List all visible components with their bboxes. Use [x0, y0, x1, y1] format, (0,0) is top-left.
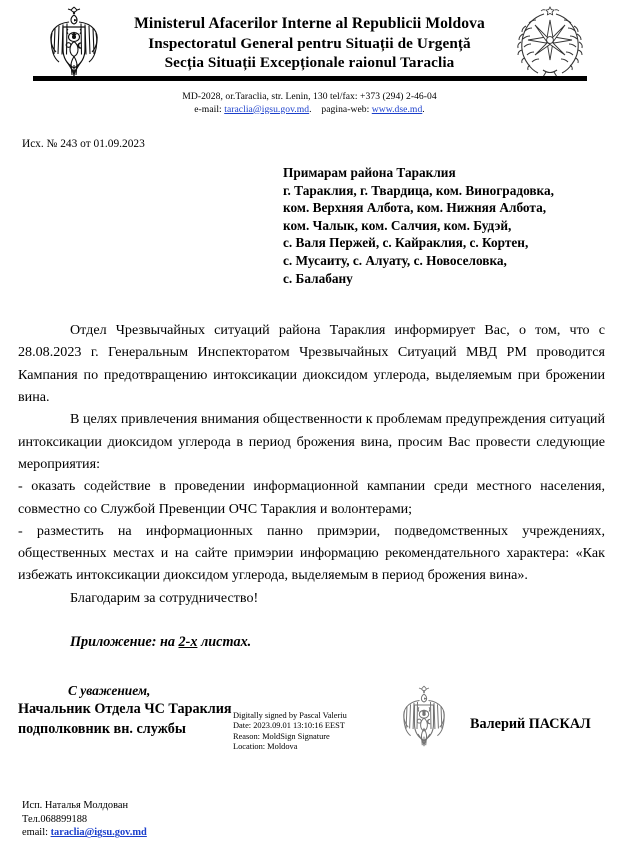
- attachment-pages: 2-х: [178, 634, 198, 651]
- body-list-item-2: - разместить на информационных панно примэрии, подведомственных учреждениях, общественных местах и на сайте примэрии информацию рекомендательного характера: «Как избежать интоксикации диоксидом углерода, выделяемым в период брожения вина».: [18, 522, 605, 584]
- regards-line: С уважением,: [68, 683, 151, 699]
- body-paragraph-1: Отдел Чрезвычайных ситуаций района Тараклия информирует Вас, о том, что с 28.08.2023 г. Генеральным Инспекторатом Чрезвычайных Ситуаций МВД РМ проводится Кампания по предотвращению интоксикации диоксидом углерода, выделяемым при брожении вина.: [18, 322, 605, 406]
- addressee-line: г. Тараклия, г. Твардица, ком. Виноградовка,: [283, 182, 554, 198]
- header-web-link[interactable]: www.dse.md: [371, 103, 423, 115]
- executor-name: Исп. Наталья Молдован: [22, 800, 129, 812]
- digital-signature-date: Date: 2023.09.01 13:10:16 EEST: [233, 721, 345, 731]
- addressee-line: ком. Чалык, ком. Салчия, ком. Будэй,: [283, 217, 512, 233]
- executor-email-link[interactable]: taraclia@igsu.gov.md: [50, 827, 147, 839]
- addressee-line: с. Валя Пержей, с. Кайраклия, с. Кортен,: [283, 235, 529, 251]
- addressee-line: с. Мусаиту, с. Алуату, с. Новоселовка,: [283, 252, 507, 268]
- executor-email-line: [22, 826, 147, 840]
- executor-phone: Тел.068899188: [22, 813, 88, 825]
- digital-signature-location: Location: Moldova: [233, 741, 298, 751]
- web-period: .: [422, 103, 425, 115]
- addressee-line: ком. Верхняя Албота, ком. Нижняя Албота,: [283, 200, 547, 216]
- moldova-coat-of-arms-icon: [38, 4, 110, 80]
- letter-body: [0, 319, 619, 609]
- moldova-coat-of-arms-seal-icon: [393, 683, 455, 757]
- reference-number: Исх. № 243 от 01.09.2023: [22, 138, 145, 150]
- addressee-line: Примарам района Тараклия: [283, 165, 456, 180]
- email-label: e-mail:: [194, 103, 222, 115]
- attachment-prefix: Приложение: на: [70, 634, 179, 651]
- org-line-inspectorate: Inspectoratul General pentru Situații de Urgență: [148, 34, 471, 52]
- email-web-line: [0, 104, 619, 117]
- letterhead: [0, 0, 619, 82]
- org-line-section: Secția Situații Excepționale raionul Taraclia: [164, 54, 455, 71]
- org-line-ministry: Ministerul Afacerilor Interne al Republicii Moldova: [134, 15, 485, 32]
- igsu-emblem-icon: [511, 4, 589, 80]
- address-line: MD-2028, or.Taraclia, str. Lenin, 130 tel/fax: +373 (294) 2-46-04: [182, 91, 437, 102]
- signature-block: [0, 683, 619, 769]
- body-list-item-1: - оказать содействие в проведении информационной кампании среди местного населения, совместно со Службой Превенции ОЧС Тараклия и волонтерами;: [18, 478, 605, 517]
- digital-signature-stamp: [233, 711, 347, 752]
- addressee-block: [0, 164, 619, 287]
- signer-name: Валерий ПАСКАЛ: [470, 716, 591, 733]
- body-paragraph-2: В целях привлечения внимания общественности к проблемам предупреждения ситуаций интоксикации диоксидом углерода в период брожения вина, просим Вас провести следующие мероприятия:: [18, 411, 605, 472]
- executor-footer: [22, 799, 147, 840]
- digital-signature-reason: Reason: MoldSign Signature: [233, 731, 330, 741]
- attachment-suffix: листах.: [197, 634, 252, 651]
- email-period: .: [309, 103, 312, 115]
- header-divider: [33, 76, 587, 81]
- addressee-line: с. Балабану: [283, 270, 353, 286]
- body-paragraph-3: Благодарим за сотрудничество!: [70, 589, 259, 606]
- contact-info: [0, 91, 619, 116]
- signer-title-line-1: Начальник Отдела ЧС Тараклия: [18, 701, 232, 718]
- attachment-note: [0, 634, 619, 651]
- web-label: pagina-web:: [321, 103, 370, 115]
- header-email-link[interactable]: taraclia@igsu.gov.md: [224, 103, 310, 115]
- executor-email-label: email:: [22, 827, 48, 839]
- digital-signature-signed-by: Digitally signed by Pascal Valeriu: [233, 711, 347, 721]
- signer-title-line-2: подполковник вн. службы: [18, 721, 186, 738]
